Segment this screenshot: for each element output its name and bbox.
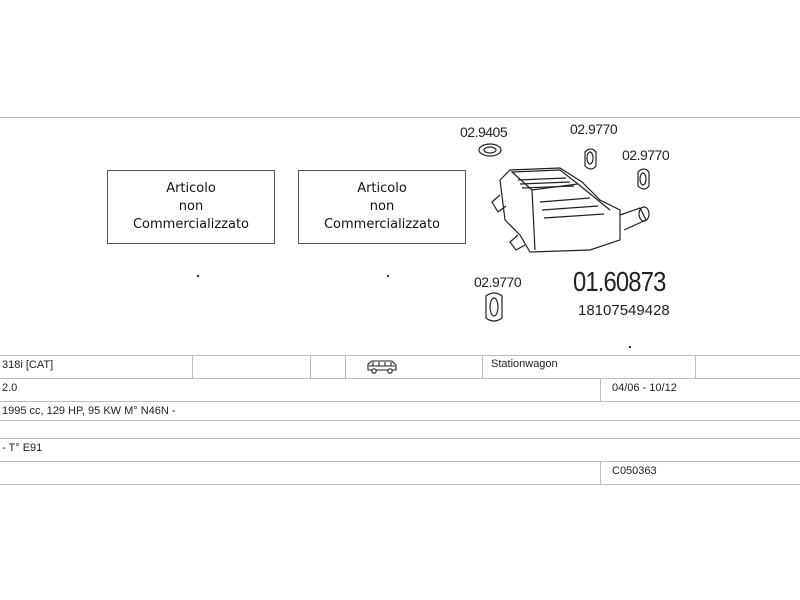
part-number-clamp-bottom: 02.9770 — [474, 274, 522, 290]
vehicle-engine-size: 2.0 — [2, 382, 18, 394]
table-col-divider — [482, 355, 483, 378]
vehicle-type-code: - T° E91 — [2, 442, 43, 454]
tailpipe — [620, 208, 646, 230]
placeholder-dot-3 — [629, 346, 631, 348]
frame-top-line — [0, 117, 800, 118]
table-row-line-1 — [0, 378, 800, 379]
table-col-divider — [600, 461, 601, 484]
unavailable-line1: Articolo — [166, 181, 216, 196]
exhaust-diagram — [470, 140, 690, 270]
placeholder-dot-1 — [197, 275, 199, 277]
vehicle-model: 318i [CAT] — [2, 359, 54, 371]
part-number-clamp-right: 02.9770 — [622, 147, 670, 163]
unavailable-line2: non — [178, 199, 204, 214]
unavailable-box-1 — [107, 170, 275, 244]
table-col-divider — [695, 355, 696, 378]
table-col-divider — [600, 378, 601, 401]
catalog-code: C050363 — [612, 465, 657, 477]
vehicle-specs: 1995 cc, 129 HP, 95 KW M° N46N - — [2, 405, 176, 417]
table-row-line-2 — [0, 401, 800, 402]
vehicle-production-years: 04/06 - 10/12 — [612, 382, 677, 394]
part-number-gasket: 02.9405 — [460, 124, 508, 140]
muffler-body — [500, 168, 620, 252]
clamp-bottom-icon — [482, 290, 512, 326]
table-row-line-5 — [0, 461, 800, 462]
unavailable-line3: Commercializzato — [323, 217, 441, 232]
unavailable-box-2 — [298, 170, 466, 244]
table-col-divider — [310, 355, 311, 378]
part-number-clamp-top: 02.9770 — [570, 121, 618, 137]
table-col-divider — [345, 355, 346, 378]
table-row-line-4 — [0, 438, 800, 439]
table-top-line — [0, 355, 800, 356]
unavailable-line3: Commercializzato — [132, 217, 250, 232]
table-col-divider — [192, 355, 193, 378]
oe-part-number: 18107549428 — [578, 302, 670, 319]
main-part-number: 01.60873 — [573, 266, 666, 297]
gasket-ring-icon — [479, 144, 501, 156]
placeholder-dot-2 — [387, 275, 389, 277]
station-wagon-car-icon — [366, 359, 398, 375]
table-bottom-line — [0, 484, 800, 485]
table-row-line-3 — [0, 420, 800, 421]
unavailable-line2: non — [369, 199, 395, 214]
unavailable-line1: Articolo — [357, 181, 407, 196]
vehicle-body-type: Stationwagon — [491, 358, 558, 370]
